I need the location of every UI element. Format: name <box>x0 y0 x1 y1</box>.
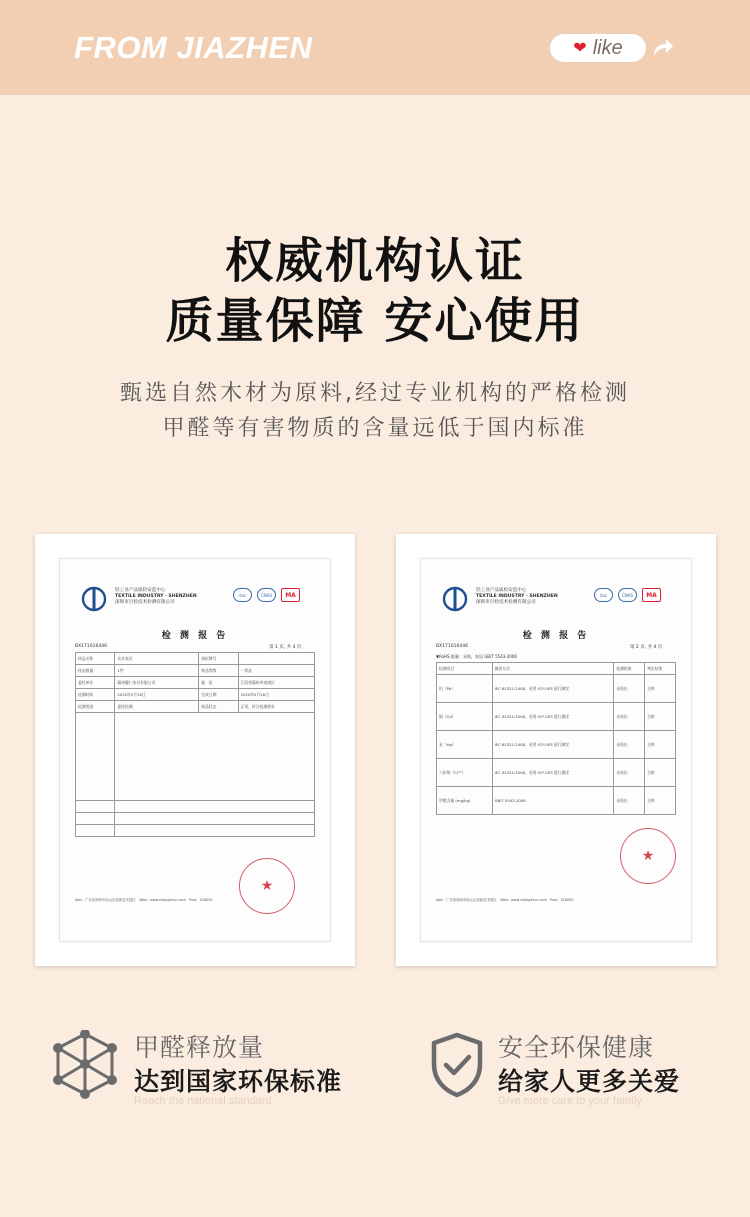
table-row: 六价铬（Cr⁶⁺） IEC 62321:2008，采用 ICP-OES 进行测定 未检出 合格 <box>437 759 676 787</box>
table-row: 汞（Hg） IEC 62321:2008，采用 ICP-OES 进行测定 未检出 合格 <box>437 731 676 759</box>
top-banner <box>0 0 750 95</box>
headline-line-1: 权威机构认证 <box>224 233 525 289</box>
table-row <box>76 825 315 837</box>
feature-2-subtitle: 给家人更多关爱 <box>498 1067 681 1096</box>
cnas-badge-icon: CNAS <box>618 588 637 602</box>
report-page: 第 1 页, 共 4 页 <box>269 645 302 650</box>
certificate-frame-right[interactable] <box>396 534 716 966</box>
certificate-title: 检 测 报 告 <box>161 631 229 641</box>
official-stamp-icon: ★ <box>239 858 295 914</box>
feature-2-english: Give more care to your family <box>498 1095 642 1107</box>
share-arrow-icon[interactable] <box>650 36 674 60</box>
table-row: 样品名称 实木家具 商标牌号 <box>76 653 315 665</box>
table-row: 铅（Pb） IEC 62321:2008，采用 ICP-OES 进行测定 未检出 合格 <box>437 675 676 703</box>
certificate-org: 轻工业产品质检安监中心 TEXTILE INDUSTRY · SHENZHEN 深圳市百检技术检测有限公司 <box>476 588 558 605</box>
cube-structure-icon <box>52 1030 118 1100</box>
certificate-document <box>420 558 692 942</box>
certificate-footer: Add：广东省深圳市南山区高新技术园区 Web：www.changliecn.com Post：518000 <box>436 898 574 902</box>
certificate-info-table <box>75 652 315 837</box>
rohs-results-table <box>436 662 676 815</box>
rohs-section-label: ▼RoHS 限量：采购，家居 GB/T 5543-2006 <box>436 654 517 659</box>
like-label: like <box>592 36 623 59</box>
cnas-badge-icon: CNAS <box>257 588 276 602</box>
like-button[interactable] <box>550 34 646 62</box>
certificate-footer: Add：广东省深圳市南山区高新技术园区 Web：www.changliecn.com Post：518000 <box>75 898 213 902</box>
report-number: BX171016446 <box>436 644 468 649</box>
brand-name: FROM JIAZHEN <box>74 30 313 65</box>
feature-1-title: 甲醛释放量 <box>134 1033 265 1062</box>
table-row: 检测时间 2020年5月18日 完成日期 2020年5月18日 <box>76 689 315 701</box>
certificate-frame-left[interactable] <box>35 534 355 966</box>
table-row <box>76 801 315 813</box>
certificate-document <box>59 558 331 942</box>
table-row <box>76 713 315 801</box>
report-page: 第 2 页, 共 4 页 <box>630 645 663 650</box>
ilac-badge-icon: ilac <box>233 588 252 602</box>
certificate-logo-icon <box>81 586 107 612</box>
heart-icon: ❤ <box>573 38 587 57</box>
certificate-logo-icon <box>442 586 468 612</box>
shield-check-icon <box>430 1032 484 1098</box>
description-line-1: 甄选自然木材为原料,经过专业机构的严格检测 <box>120 381 630 406</box>
ma-badge-icon: MA <box>281 588 300 602</box>
certificate-org: 轻工业产品质检安监中心 TEXTILE INDUSTRY · SHENZHEN 深圳市百检技术检测有限公司 <box>115 588 197 605</box>
feature-2-title: 安全环保健康 <box>498 1033 655 1062</box>
certification-badges <box>233 588 300 602</box>
table-row: 镉（Cd） IEC 62321:2008，采用 ICP-OES 进行测定 未检出 合格 <box>437 703 676 731</box>
table-row: 样品数量 1件 样品等级 一等品 <box>76 665 315 677</box>
feature-1-subtitle: 达到国家环保标准 <box>134 1067 343 1096</box>
report-number: BX171016446 <box>75 644 107 649</box>
ma-badge-icon: MA <box>642 588 661 602</box>
table-row: 检测类别 委托检测 样品状态 正常，符合检测要求 <box>76 701 315 713</box>
table-row <box>76 813 315 825</box>
certification-badges <box>594 588 661 602</box>
certificate-title: 检 测 报 告 <box>522 631 590 641</box>
table-row: 检测项目 测试方法 检测结果 判定结果 <box>437 663 676 675</box>
headline-line-2: 质量保障 安心使用 <box>165 293 585 349</box>
description-line-2: 甲醛等有害物质的含量远低于国内标准 <box>162 416 588 441</box>
ilac-badge-icon: ilac <box>594 588 613 602</box>
feature-1-english: Reach the national standard <box>134 1095 272 1107</box>
table-row: 委托单位 赣州藤仁家具有限公司 地 址 江西省赣州市南康区 <box>76 677 315 689</box>
official-stamp-icon: ★ <box>620 828 676 884</box>
table-row: 甲醛含量 (mg/kg) GB/T 5543-2006 未检出 合格 <box>437 787 676 815</box>
